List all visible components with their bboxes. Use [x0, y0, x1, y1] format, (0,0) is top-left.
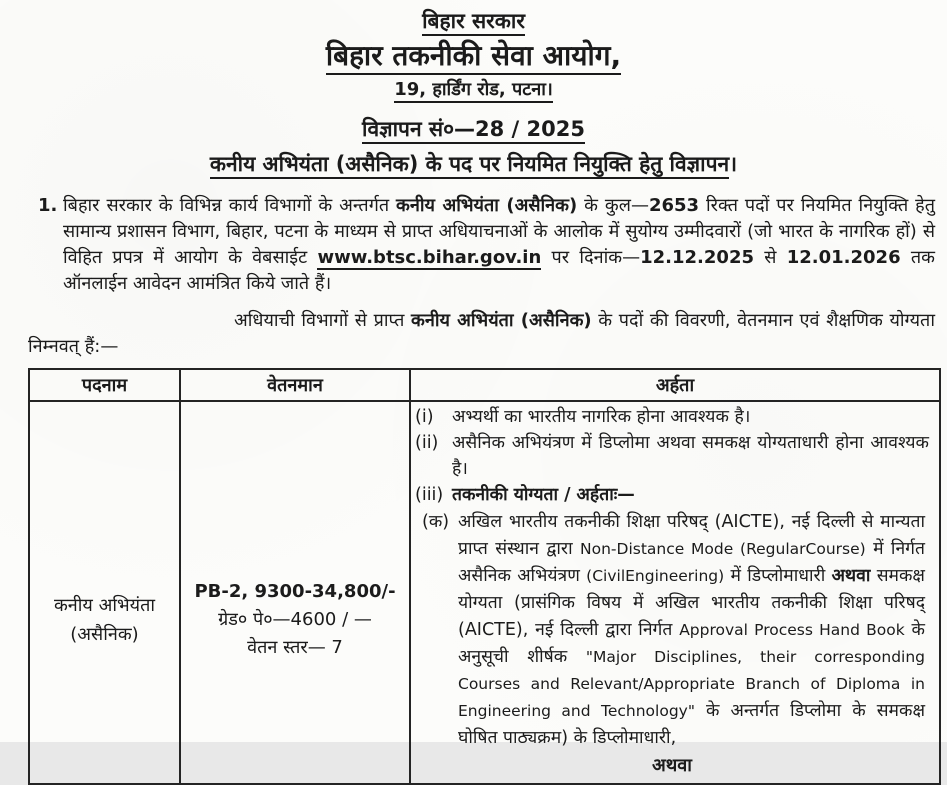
ka-text: में निर्गत असैनिक अभियंत्रण [458, 539, 925, 586]
column-header-pay: वेतनमान [180, 369, 410, 401]
item-text: तकनीकी योग्यता / अर्हताः— [452, 485, 635, 505]
government-title-text: बिहार सरकार [422, 9, 525, 36]
post-name-bold: कनीय अभियंता (असैनिक) [411, 310, 592, 331]
notice-subject-danda: । [729, 152, 738, 176]
paragraph-1 [38, 193, 935, 297]
ka-text: अखिल भारतीय तकनीकी शिक्षा परिषद् (AICTE), नई दिल्ली से मान्यता प्राप्त संस्थान द्वारा [458, 512, 925, 559]
commission-title-text: बिहार तकनीकी सेवा आयोग, [326, 39, 621, 75]
notice-subject-text: कनीय अभियंता (असैनिक) के पद पर नियमित नियुक्ति हेतु विज्ञापन [210, 152, 729, 179]
paragraph-1-number: 1. [38, 195, 58, 216]
paragraph-1-text: रिक्त पदों पर नियमित नियुक्ति हेतु सामान्य प्रशासन विभाग, बिहार, पटना के माध्यम से प्राप्त अधियाचनाओं के आलोक में सुयोग्य उम्मीदवारों (जो भारत के नागरिक हों) से विहित प्रपत्र में आयोग के वेबसाईट [63, 195, 935, 268]
paragraph-2-text: अधियाची विभागों से प्राप्त [234, 310, 412, 331]
item-marker: (iii) [415, 485, 444, 505]
pay-level: वेतन स्तर— 7 [247, 636, 343, 658]
post-name-cell [29, 401, 180, 784]
item-marker: (क) [422, 512, 450, 532]
ka-text: समकक्ष योग्यता (प्रासंगिक विषय में अखिल भारतीय तकनीकी शिक्षा परिषद् (AICTE), नई दिल्ली द्वारा निर्गत [458, 566, 925, 640]
item-rich-text [458, 509, 929, 752]
qualification-cell [410, 401, 940, 784]
commission-address [0, 76, 947, 103]
ka-english-text: Non-Distance Mode (RegularCourse) [580, 540, 866, 558]
advertisement-number [0, 115, 947, 144]
pay-band: PB-2, 9300-34,800/- [194, 580, 396, 602]
document-header [0, 0, 947, 180]
or-separator: अथवा [652, 755, 692, 776]
ka-or-bold: अथवा [831, 566, 871, 586]
table-header-row [29, 369, 940, 401]
item-marker: (ii) [415, 433, 439, 453]
ka-text: के अनुसूची शीर्षक [458, 620, 925, 667]
commission-title [0, 36, 947, 76]
post-name-line2: (असैनिक) [70, 623, 139, 645]
website-url: www.btsc.bihar.gov.in [317, 247, 542, 268]
item-marker: (i) [415, 407, 434, 427]
qualification-item-ka [415, 509, 929, 752]
ka-english-text: (CivilEngineering) [586, 567, 725, 585]
ka-english-quote: "Major Disciplines, their corresponding Courses and Relevant/Appropriate Branch of Diploma in Engineering and Technology" [458, 648, 926, 720]
column-header-qualification: अर्हता [410, 369, 940, 401]
paragraph-1-text: के कुल— [577, 195, 649, 216]
qualification-item-ii [415, 430, 929, 482]
paragraph-2-text: के पदों की विवरणी, वेतनमान एवं शैक्षणिक योग्यता निम्नवत् हैं:— [28, 310, 935, 357]
paragraph-1-text: बिहार सरकार के विभिन्न कार्य विभागों के अन्तर्गत [63, 195, 397, 216]
item-text: असैनिक अभियंत्रण में डिप्लोमा अथवा समकक्ष योग्यताधारी होना आवश्यक है। [452, 433, 929, 479]
application-end-date: 12.01.2026 [786, 247, 901, 268]
qualification-item-i [415, 404, 929, 430]
item-text: अभ्यर्थी का भारतीय नागरिक होना आवश्यक है। [452, 407, 751, 427]
advertisement-number-text: विज्ञापन सं०—28 / 2025 [362, 117, 585, 144]
table-row [29, 401, 940, 784]
grade-pay: ग्रेड० पे०—4600 / — [218, 608, 372, 630]
ka-text: में डिप्लोमाधारी [724, 566, 832, 586]
paragraph-2 [28, 308, 935, 360]
government-title [0, 6, 947, 36]
post-name-line1: कनीय अभियंता [53, 594, 156, 616]
column-header-post: पदनाम [29, 369, 180, 401]
paragraph-1-text: से [754, 247, 787, 268]
paragraph-1-text: तक ऑनलाईन आवेदन आमंत्रित किये जाते हैं। [63, 247, 935, 294]
post-name-bold: कनीय अभियंता (असैनिक) [396, 195, 578, 216]
commission-address-text: 19, हार्डिंग रोड, पटना। [394, 79, 553, 103]
pay-scale-cell [180, 401, 410, 784]
paragraph-1-body [63, 193, 935, 297]
ka-english-text: Approval Process Hand Book [679, 621, 905, 639]
vacancy-details-table [28, 368, 941, 785]
application-start-date: 12.12.2025 [640, 247, 754, 268]
ka-text: के अन्तर्गत डिप्लोमा के समकक्ष घोषित पाठ्यक्रम) के डिप्लोमाधारी, [458, 701, 925, 748]
notice-subject [0, 149, 947, 180]
paragraph-1-text: पर दिनांक— [541, 247, 641, 268]
vacancy-count: 2653 [648, 195, 700, 216]
qualification-item-iii [415, 482, 929, 508]
